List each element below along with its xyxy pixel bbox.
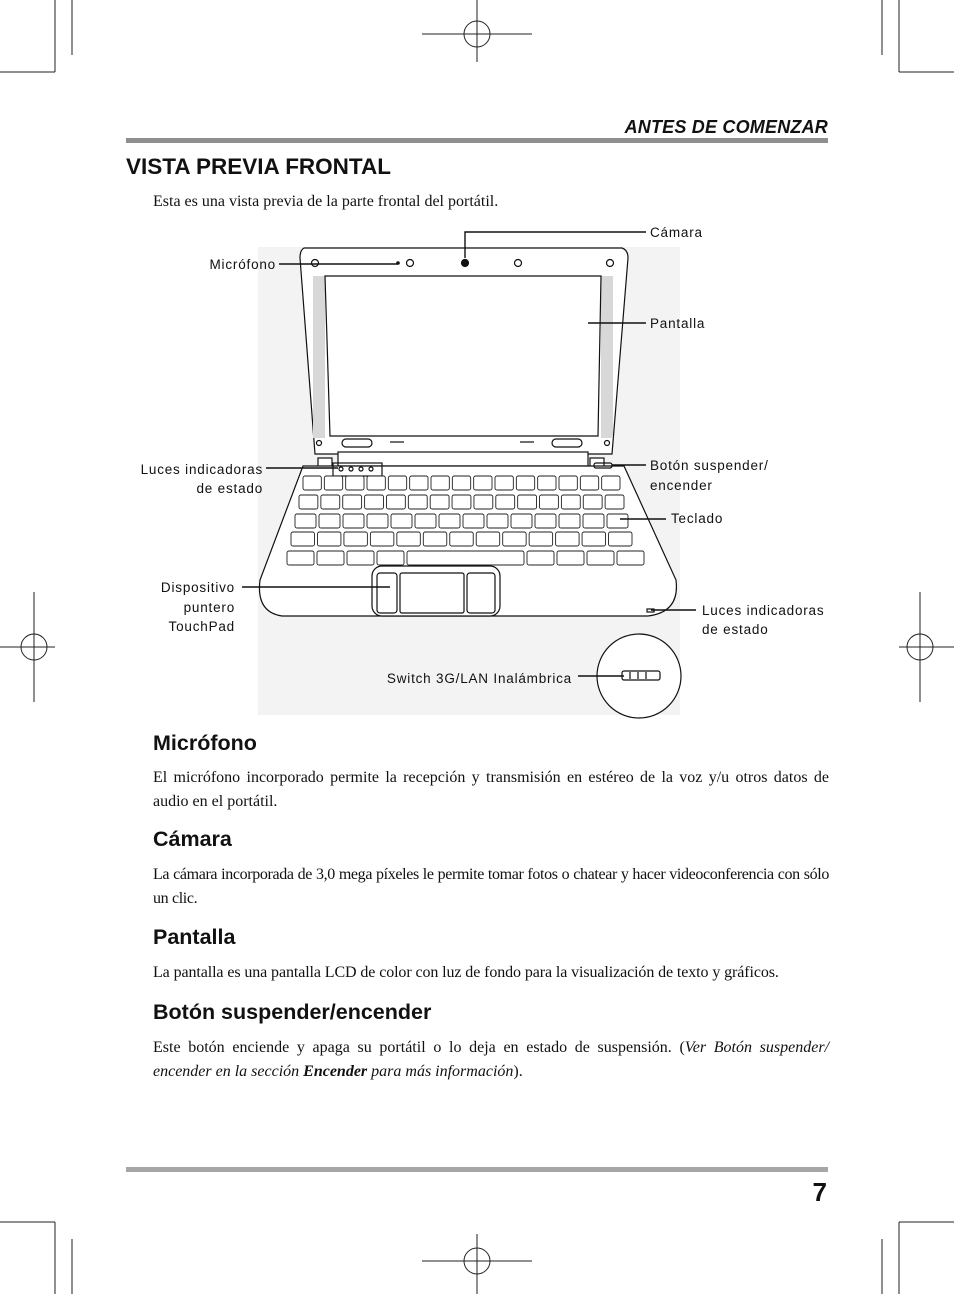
- keyboard-key: [587, 551, 614, 565]
- keyboard-key: [415, 514, 436, 528]
- keyboard-key: [287, 551, 314, 565]
- power-text-bold: Encender: [303, 1063, 368, 1080]
- keyboard-key: [365, 495, 384, 509]
- keyboard-key: [463, 514, 484, 528]
- paragraph-screen: La pantalla es una pantalla LCD de color con luz de fondo para la visualización de texto y gráficos.: [153, 964, 779, 981]
- power-text-italic: Ver Botón suspender/ encender en la sección: [153, 1039, 830, 1080]
- keyboard-key: [583, 495, 602, 509]
- chapter-header: ANTES DE COMENZAR: [624, 117, 828, 137]
- keyboard-key: [346, 476, 364, 490]
- keyboard-key: [324, 476, 342, 490]
- intro-text: Esta es una vista previa de la parte frontal del portátil.: [153, 193, 499, 210]
- power-text-italic-end: para más información: [367, 1063, 514, 1080]
- paragraph-microphone: El micrófono incorporado permite la recepción y transmisión en estéreo de la voz y/u otros datos de audio en el portátil.: [153, 769, 829, 810]
- label-status-lights-left-1: Luces indicadoras: [140, 462, 263, 477]
- keyboard-key: [430, 495, 449, 509]
- keyboard-key: [367, 476, 385, 490]
- keyboard-key: [540, 495, 559, 509]
- keyboard-key: [602, 476, 620, 490]
- keyboard-key: [431, 476, 449, 490]
- label-status-lights-left-2: de estado: [196, 481, 263, 496]
- keyboard-key: [452, 476, 470, 490]
- label-camera: Cámara: [650, 225, 703, 240]
- keyboard-key: [317, 532, 340, 546]
- keyboard-key: [344, 532, 367, 546]
- keyboard-key: [291, 532, 314, 546]
- keyboard-key: [516, 476, 534, 490]
- keyboard-key: [295, 514, 316, 528]
- keyboard-key: [367, 514, 388, 528]
- keyboard-key: [391, 514, 412, 528]
- keyboard-key: [474, 476, 492, 490]
- header-rule: [126, 138, 828, 143]
- spacebar-key: [407, 551, 524, 565]
- keyboard-key: [556, 532, 579, 546]
- keyboard-key: [377, 551, 404, 565]
- label-touchpad-1: Dispositivo: [160, 580, 235, 595]
- keyboard-key: [538, 476, 556, 490]
- keyboard-key: [474, 495, 493, 509]
- keyboard-key: [582, 532, 605, 546]
- keyboard-key: [452, 495, 471, 509]
- keyboard-key: [317, 551, 344, 565]
- keyboard-key: [609, 532, 632, 546]
- keyboard-key: [559, 514, 580, 528]
- keyboard-key: [388, 476, 406, 490]
- heading-microphone: Micrófono: [153, 731, 257, 755]
- keyboard-key: [476, 532, 499, 546]
- keyboard-key: [343, 495, 362, 509]
- keyboard-key: [580, 476, 598, 490]
- keyboard-key: [583, 514, 604, 528]
- label-status-lights-right-2: de estado: [702, 622, 769, 637]
- keyboard-key: [527, 551, 554, 565]
- keyboard-key: [386, 495, 405, 509]
- label-touchpad-2: puntero: [183, 600, 235, 615]
- keyboard-key: [370, 532, 393, 546]
- keyboard-key: [518, 495, 537, 509]
- keyboard-key: [303, 476, 321, 490]
- keyboard-key: [607, 514, 628, 528]
- label-screen: Pantalla: [650, 316, 706, 331]
- heading-screen: Pantalla: [153, 925, 236, 949]
- keyboard-key: [557, 551, 584, 565]
- label-power-2: encender: [650, 478, 713, 493]
- power-text-start: Este botón enciende y apaga su portátil o lo deja en estado de suspensión. (: [153, 1039, 685, 1056]
- keyboard-key: [561, 495, 580, 509]
- label-switch: Switch 3G/LAN Inalámbrica: [386, 671, 572, 686]
- keyboard-key: [423, 532, 446, 546]
- keyboard-key: [511, 514, 532, 528]
- keyboard-key: [343, 514, 364, 528]
- keyboard-key: [487, 514, 508, 528]
- keyboard-key: [397, 532, 420, 546]
- label-keyboard: Teclado: [671, 511, 724, 526]
- keyboard-key: [299, 495, 318, 509]
- keyboard-key: [559, 476, 577, 490]
- heading-power-button: Botón suspender/encender: [153, 1000, 432, 1024]
- keyboard-key: [605, 495, 624, 509]
- page-number: 7: [812, 1177, 827, 1207]
- keyboard-key: [410, 476, 428, 490]
- label-status-lights-right-1: Luces indicadoras: [702, 603, 825, 618]
- keyboard-key: [503, 532, 526, 546]
- keyboard-key: [408, 495, 427, 509]
- keyboard-key: [529, 532, 552, 546]
- paragraph-camera: La cámara incorporada de 3,0 mega píxeles le permite tomar fotos o chatear y hacer videoconferencia con sólo un clic.: [153, 866, 829, 907]
- keyboard-key: [321, 495, 340, 509]
- keyboard-key: [535, 514, 556, 528]
- keyboard-key: [347, 551, 374, 565]
- keyboard-key: [450, 532, 473, 546]
- keyboard-key: [439, 514, 460, 528]
- label-microphone: Micrófono: [209, 257, 276, 272]
- power-text-end: ).: [513, 1063, 523, 1080]
- label-touchpad-3: TouchPad: [168, 619, 235, 634]
- label-power-1: Botón suspender/: [650, 458, 769, 473]
- keyboard-key: [617, 551, 644, 565]
- section-title: VISTA PREVIA FRONTAL: [126, 154, 392, 179]
- keyboard-key: [319, 514, 340, 528]
- keyboard-key: [495, 476, 513, 490]
- footer-rule: [126, 1167, 828, 1172]
- paragraph-power-button: [153, 1036, 829, 1084]
- heading-camera: Cámara: [153, 827, 232, 851]
- keyboard-key: [496, 495, 515, 509]
